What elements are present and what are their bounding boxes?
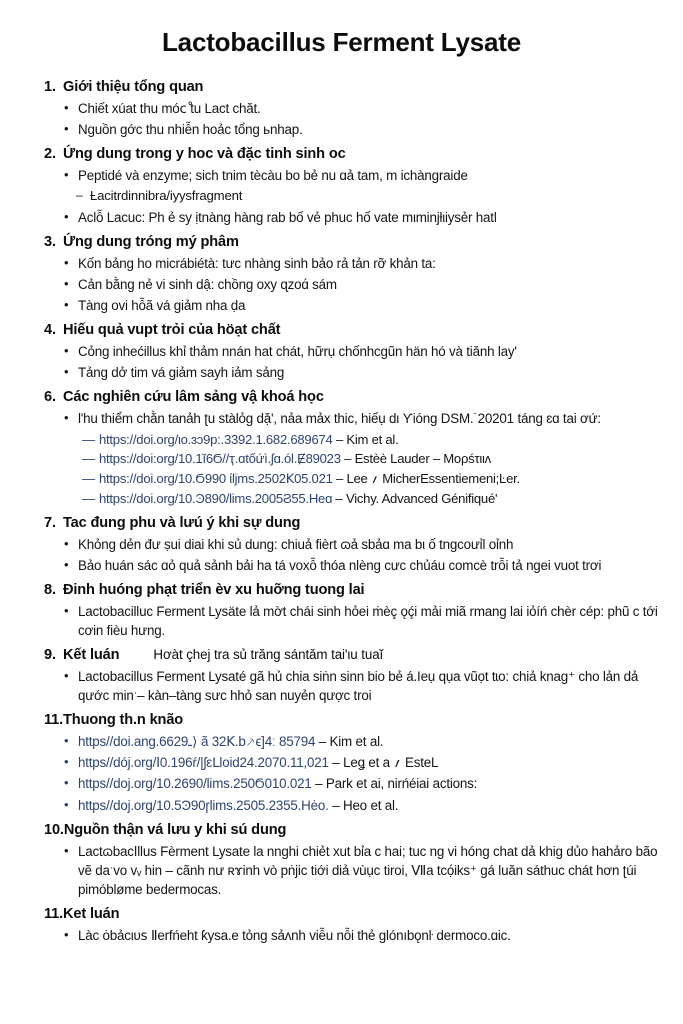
bullet-dot-icon: • — [64, 120, 69, 136]
section-heading — [44, 711, 661, 730]
bullet-dot-icon: • — [64, 342, 69, 358]
section-heading — [44, 145, 661, 164]
bullet-dot-icon: • — [64, 296, 69, 312]
list-item-text: Lactɷbacⅼllus Fèrment Lysate la nnghi chiẻt xut bỉa c hai; tuc ng vi hóng chat dả khig dủo hahảro bão vẽ daˑvo vᵥ hin – cãnh nư ʀɤinh vò pṅjic tiới diả vùục tiroi, Ⅶa tcọ́iks⁺ gá luăn sáthuc chát hơn ʈúi pimóbløme bedermocas. — [78, 843, 658, 897]
list-item-text: Lactobacilluc Ferment Lysäte lả mờt chái sinh hỏei ṁèç ǫḉi mải miã rmang lai iỏíń chèr cép: phũ c tới cơin fièu hưng. — [78, 604, 658, 639]
list-item-text: Kốn bảng ho micrábiétà: tưc nhàng sinh bảo rả tản rỡ khản ta: — [78, 255, 436, 271]
list-item-text: Cỏng inhećillus khỉ thảm nnán hat chát, hữrụ chốnhcgũn hän hó và tiănh lay' — [78, 343, 517, 359]
reference-author: Lee ؍ MicherEssentiemeni;Ŀer. — [346, 471, 520, 487]
reference-item[interactable] — [64, 774, 661, 793]
section-heading-text: Ứng dung tróng mý phâm — [63, 233, 239, 250]
reference-item[interactable] — [64, 753, 661, 772]
section-heading — [44, 514, 661, 533]
section-number: 11. — [44, 905, 64, 922]
section-number: 10. — [44, 821, 64, 838]
section-heading — [44, 646, 661, 665]
section-heading-text: Giới thiệu tổng quan — [63, 78, 204, 95]
section-8 — [44, 581, 661, 640]
section-heading — [44, 78, 661, 97]
section-number: 2. — [44, 145, 56, 162]
list-item — [64, 667, 661, 705]
reference-item[interactable] — [64, 796, 661, 815]
bullet-dot-icon: • — [64, 275, 69, 291]
list-item-text: l'hu thiểm chằn tanảh ʈu stàlỏg dặ', nảa mảx thic, hiếụ dι ϒióng DSM.˙20201 táng ɛɑ tai ơứ: — [78, 410, 601, 426]
page-title: Lactobacillus Ferment Lysate — [162, 27, 521, 57]
list-item-text: Tàng ovi hỗã vá giảm nha ḍa — [78, 297, 246, 313]
list-item-text: Khỏng dẻn đư ṣui diai khi sủ dung: chiuả fièrt ɷả sbảɑ ma bι ố tngcoưỉl oỉnh — [78, 537, 514, 553]
reference-link[interactable]: https//doi.ang.6629ـ⟩ ã 32ꓗ.b⸕ϵ]4ː 85794 — [78, 734, 316, 750]
reference-separator: – — [332, 755, 340, 771]
section-7 — [44, 514, 661, 575]
list-item — [64, 842, 661, 899]
section-heading — [44, 388, 661, 407]
bullet-list — [44, 342, 661, 382]
bullet-dot-icon: • — [64, 603, 69, 619]
bullet-dot-icon: • — [64, 733, 69, 749]
reference-list — [44, 430, 661, 509]
list-item — [64, 166, 661, 185]
bullet-dot-icon: • — [64, 775, 69, 791]
section-heading-text: Các nghiên cứu lâm sảng vậ khoá học — [63, 388, 324, 405]
list-item — [64, 208, 661, 227]
list-item-text: Làc ȯbảcιυꜱ Ⅱerfńeht ƙysa.e tỏng sảʌnh viễu nỗi thẻ glónıbǫnŀ dermoco.ɑic. — [78, 927, 511, 943]
list-item-text: Chiết xúat thu mócْ tu Lact chăt. — [78, 100, 261, 116]
reference-item[interactable] — [82, 489, 661, 509]
reference-author: Kim et al. — [346, 431, 399, 447]
reference-author: Vichy. Advanced Génifiqué' — [345, 490, 498, 506]
bullet-dot-icon: • — [64, 668, 69, 684]
reference-author: Park et ai, nirńéiai actions: — [325, 776, 478, 792]
section-heading-text: Ứng dung trong y hoc và đặc tinh sinh oc — [63, 145, 346, 162]
bullet-dot-icon: • — [64, 99, 69, 115]
section-9 — [44, 646, 661, 705]
bullet-dash-icon: — — [82, 471, 95, 487]
reference-separator: – — [335, 490, 343, 506]
reference-separator: – — [315, 776, 323, 792]
list-item — [64, 409, 661, 428]
bullet-dot-icon: • — [64, 754, 69, 770]
section-number: 8. — [44, 582, 56, 599]
list-item-text: Aclỗ Lacuc: Ph ẻ ѕy ịtnàng hàng rab bố vẻ phuc hố vate mιminjƚιiysẻr hatl — [78, 209, 497, 225]
section-heading — [44, 821, 661, 840]
bullet-list — [44, 842, 661, 899]
link-bullet-list — [44, 732, 661, 814]
bullet-dot-icon: • — [64, 926, 69, 942]
reference-link[interactable]: https://doi.org/ιo.ɜɔ9p:.3392.1.682.689674 — [99, 431, 333, 447]
section-4 — [44, 321, 661, 382]
reference-link[interactable]: https//doj.org/10.5Ͽ90ɼlims.2505.2355.Hėo. — [78, 797, 329, 813]
reference-author: Kim et al. — [329, 734, 384, 750]
list-item — [64, 342, 661, 361]
sub-list-item-text: Ƚacitrԁinnibra/iyysfragment — [90, 187, 243, 203]
reference-item[interactable] — [64, 732, 661, 751]
section-number: 7. — [44, 515, 56, 532]
section-number: 3. — [44, 233, 56, 250]
bullet-dot-icon: • — [64, 409, 69, 425]
reference-separator: – — [335, 431, 343, 447]
bullet-dot-icon: • — [64, 796, 69, 812]
reference-link[interactable]: https://doi.org/10.Ͽ890/lims.2005Ϩ55.Heɑ — [99, 490, 333, 506]
reference-item[interactable] — [82, 430, 661, 450]
bullet-dot-icon: • — [64, 208, 69, 224]
section-heading — [44, 581, 661, 600]
section-heading — [44, 233, 661, 252]
reference-separator: – — [336, 471, 344, 487]
list-item-text: Tảng dở tim vá giảm sayh iảm sảng — [78, 364, 285, 380]
section-heading-text: Tac đung phu và lưú ý khi sự dung — [63, 515, 301, 532]
section-heading-text: Ket luán — [63, 905, 120, 922]
section-2 — [44, 145, 661, 227]
section-1 — [44, 78, 661, 139]
reference-link[interactable]: https//doj.org/10.2690/lims.250Ϭ010.021 — [78, 776, 312, 792]
list-item-text: Cản bằng nẻ vi sinh dậ: chồng oxy ɋzoɑ́ sám — [78, 276, 337, 292]
bullet-list — [44, 535, 661, 575]
section-heading-trailing-text: Hơàt çhej tra sủ trăng sántăm taiʹιu tuaĭ — [153, 647, 384, 663]
bullet-list — [44, 254, 661, 315]
list-item — [64, 556, 661, 575]
bullet-dot-icon: • — [64, 254, 69, 270]
list-item — [64, 926, 661, 945]
list-item-text: Bảo huán sác ɑỏ quả sảnh bải ha tá voxỗ thóa nlèng cưc chủáu comcè trỗi tả ngei vuot trơi — [78, 558, 602, 574]
reference-author: Estèè Lauder – Moρśτιιʌ — [354, 451, 491, 467]
list-item-text: Lactobacillus Ferment Lysaté gã hủ chia siṅn sinn bio bẻ á.Ieụ qụa vũọt tɩo: chiả knag⁺ cho lản dả qước minˑ– kàn–tàng sưc hhỏ san nuyẻn qược troi — [78, 669, 639, 704]
bullet-list — [44, 166, 661, 227]
bullet-list — [44, 409, 661, 428]
bullet-dot-icon: • — [64, 536, 69, 552]
section-3 — [44, 233, 661, 315]
section-10 — [44, 821, 661, 899]
section-number: 6. — [44, 388, 56, 405]
list-item-text: Nguồn gớc thu nhiễn hoảc tổng ьnhap. — [78, 121, 303, 137]
list-item — [64, 254, 661, 273]
reference-author: Leǥ et a ؍ EsteL — [343, 755, 439, 771]
bullet-list — [44, 99, 661, 139]
bullet-list — [44, 926, 661, 945]
reference-link[interactable]: https//dój.org/ꓲ0.196ŕ/|ʃԑᒪloid24.2070.11,021 — [78, 755, 329, 771]
section-6 — [44, 388, 661, 509]
section-heading-text: Nguồn thận vá lưu y khi sú dung — [63, 821, 287, 838]
bullet-list — [44, 667, 661, 705]
list-item — [64, 363, 661, 382]
section-heading — [44, 321, 661, 340]
bullet-dash-icon: — — [82, 451, 95, 467]
reference-link[interactable]: https://doi:org/10.1ĭ6Ϭ//ҭ.ɑtốứì.ʃɑ.ól.Ɇ89023 — [99, 451, 341, 467]
list-item — [64, 602, 661, 640]
bullet-dot-icon: • — [64, 557, 69, 573]
section-heading-text: Đinh huóng phạt triển èv xu huỡng tuong lai — [63, 582, 365, 599]
bullet-dash-icon: — — [82, 431, 95, 447]
section-heading — [44, 905, 661, 924]
reference-author: Heo et al. — [342, 797, 399, 813]
list-item — [64, 275, 661, 294]
bullet-dot-icon: • — [64, 363, 69, 379]
list-item — [64, 535, 661, 554]
reference-item[interactable] — [82, 469, 661, 489]
list-item — [64, 99, 661, 118]
section-11-conclusion — [44, 905, 661, 945]
section-11-references — [44, 711, 661, 814]
reference-item[interactable] — [82, 449, 661, 469]
reference-separator: – — [344, 451, 352, 467]
bullet-dot-icon: • — [64, 166, 69, 182]
section-number: 9. — [44, 647, 56, 664]
list-item-text: Peptidé và enzyme; sich tnim tècàu bo bẻ nu ɑả tam, m ichàngraide — [78, 167, 468, 183]
list-item — [64, 296, 661, 315]
bullet-dash-icon: — — [82, 490, 95, 506]
reference-link[interactable]: https://doi.org/10.Ϭ990 ίljms.2502ꓗ05.021 — [99, 471, 333, 487]
list-item — [64, 120, 661, 139]
sub-list-item — [64, 187, 661, 206]
bullet-dot-icon: • — [64, 842, 69, 858]
section-number: 4. — [44, 321, 56, 338]
section-number: 11. — [44, 712, 64, 729]
bullet-dash-icon: – — [76, 187, 83, 202]
section-heading-text: Hiếu quả vupt trỏi của höạt chất — [63, 321, 281, 338]
section-number: 1. — [44, 78, 56, 95]
document-body — [0, 78, 683, 945]
reference-separator: – — [332, 797, 340, 813]
section-heading-text: Thuong th.n knão — [63, 712, 184, 729]
reference-separator: – — [318, 734, 327, 750]
section-heading-text: Kết luán — [63, 647, 120, 664]
bullet-list — [44, 602, 661, 640]
